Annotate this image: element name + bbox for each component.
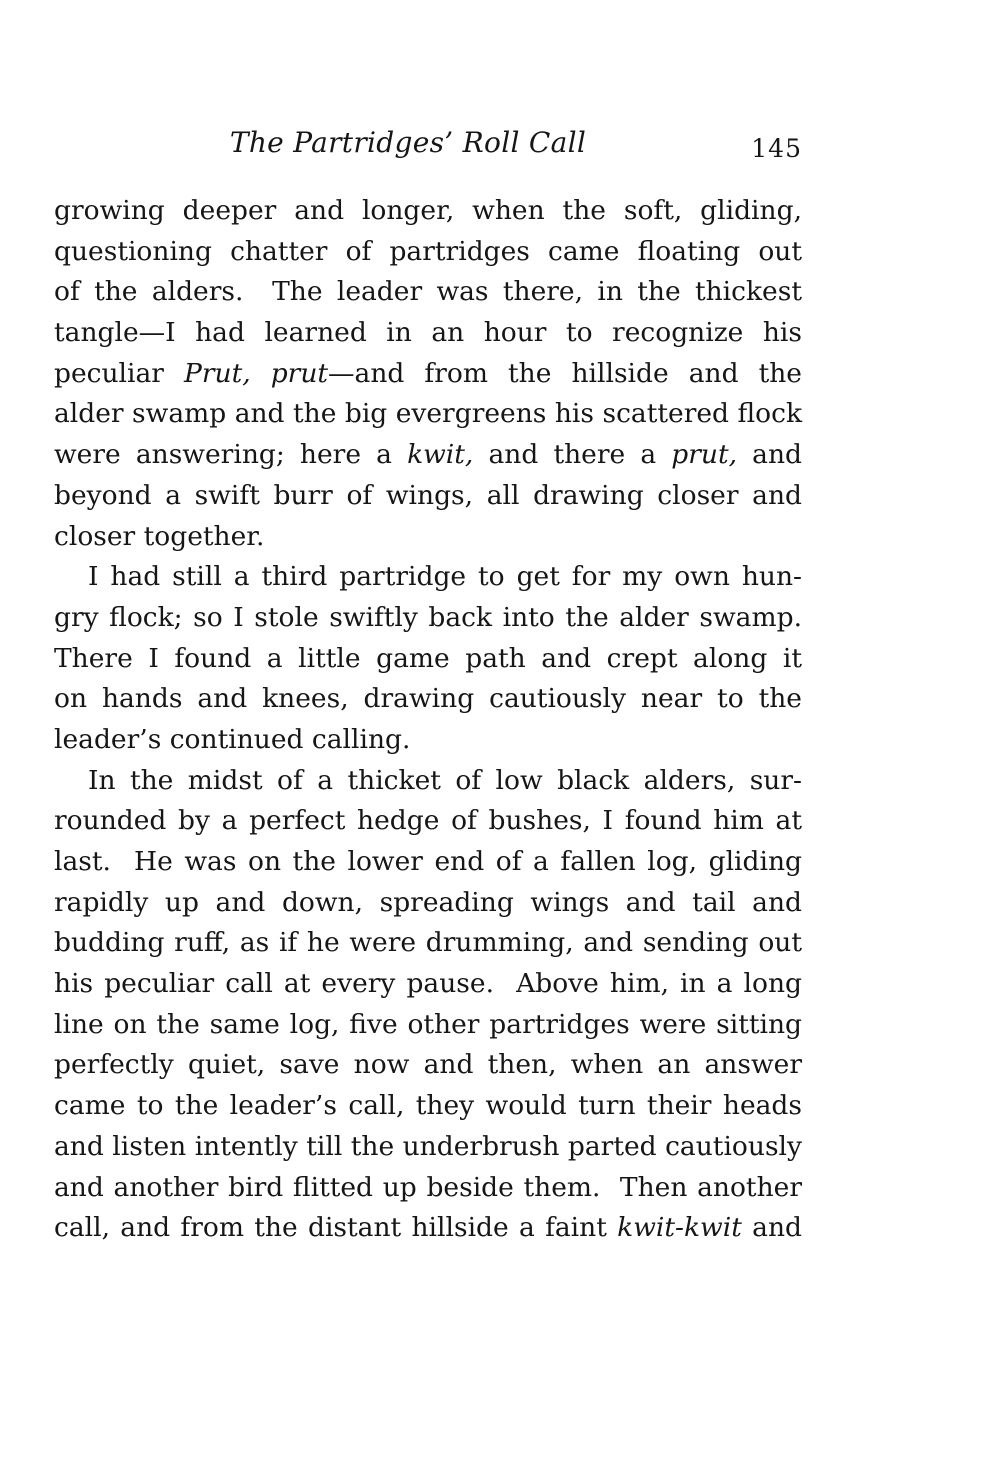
- text-segment: were answering; here a: [54, 439, 408, 471]
- text-line: [54, 476, 802, 517]
- italic-text: kwit,: [407, 439, 474, 471]
- text-line: [54, 720, 802, 761]
- text-line: [54, 272, 802, 313]
- text-line: [54, 842, 802, 883]
- text-segment: and another bird flitted up beside them. Then another: [54, 1171, 802, 1203]
- text-segment: leader’s continued calling.: [54, 723, 411, 755]
- body-text: [54, 191, 802, 1249]
- text-line: [54, 1045, 802, 1086]
- text-line: [54, 923, 802, 964]
- text-line: [54, 354, 802, 395]
- text-line: [54, 639, 802, 680]
- text-segment: —and from the hillside and the: [328, 357, 802, 389]
- text-segment: gry flock; so I stole swiftly back into the alder swamp.: [54, 601, 802, 633]
- text-segment: and: [737, 439, 802, 471]
- text-line: [54, 1127, 802, 1168]
- text-segment: tangle—I had learned in an hour to recognize his: [54, 317, 802, 349]
- text-line: [54, 191, 802, 232]
- italic-text: Prut, prut: [184, 357, 329, 389]
- text-line: [54, 801, 802, 842]
- page-header: [54, 118, 802, 168]
- text-line: [54, 232, 802, 273]
- text-segment: rounded by a perfect hedge of bushes, I found him at: [54, 805, 802, 837]
- text-segment: on hands and knees, drawing cautiously near to the: [54, 683, 802, 715]
- text-segment: call, and from the distant hillside a faint: [54, 1212, 618, 1244]
- text-line: [54, 435, 802, 476]
- text-line: [54, 883, 802, 924]
- running-title: The Partridges’ Roll Call: [229, 126, 587, 159]
- text-segment: line on the same log, five other partridges were sitting: [54, 1008, 802, 1040]
- text-line: [54, 1168, 802, 1209]
- text-segment: I had still a third partridge to get for my own hun-: [88, 561, 802, 593]
- text-segment: rapidly up and down, spreading wings and tail and: [54, 886, 802, 918]
- text-line: [54, 1208, 802, 1249]
- text-line: [54, 761, 802, 802]
- text-line: [54, 1086, 802, 1127]
- text-line: [54, 598, 802, 639]
- text-segment: peculiar: [54, 357, 185, 389]
- text-segment: perfectly quiet, save now and then, when an answer: [54, 1049, 802, 1081]
- text-line: [54, 1005, 802, 1046]
- text-line: [54, 517, 802, 558]
- text-segment: growing deeper and longer, when the soft, gliding,: [54, 195, 802, 226]
- text-segment: came to the leader’s call, they would turn their heads: [54, 1090, 802, 1122]
- text-segment: of the alders. The leader was there, in the thickest: [54, 276, 802, 308]
- text-segment: beyond a swift burr of wings, all drawing closer and: [54, 479, 802, 511]
- text-segment: budding ruff, as if he were drumming, and sending out: [54, 927, 802, 959]
- text-segment: and there a: [473, 439, 672, 471]
- text-segment: and: [741, 1212, 802, 1244]
- text-line: [54, 557, 802, 598]
- text-segment: closer together.: [54, 520, 265, 552]
- italic-text: prut,: [671, 439, 738, 471]
- text-segment: and listen intently till the underbrush parted cautiously: [54, 1130, 802, 1162]
- text-line: [54, 679, 802, 720]
- text-segment: last. He was on the lower end of a fallen log, gliding: [54, 846, 802, 877]
- text-segment: alder swamp and the big evergreens his scattered flock: [54, 398, 802, 430]
- text-line: [54, 394, 802, 435]
- page-number: 145: [751, 134, 802, 163]
- text-line: [54, 964, 802, 1005]
- text-segment: his peculiar call at every pause. Above him, in a long: [54, 968, 802, 1000]
- text-segment: questioning chatter of partridges came floating out: [54, 235, 802, 267]
- text-segment: In the midst of a thicket of low black alders, sur-: [88, 764, 802, 796]
- italic-text: kwit-kwit: [617, 1212, 742, 1244]
- text-segment: There I found a little game path and crept along it: [54, 642, 802, 674]
- text-line: [54, 313, 802, 354]
